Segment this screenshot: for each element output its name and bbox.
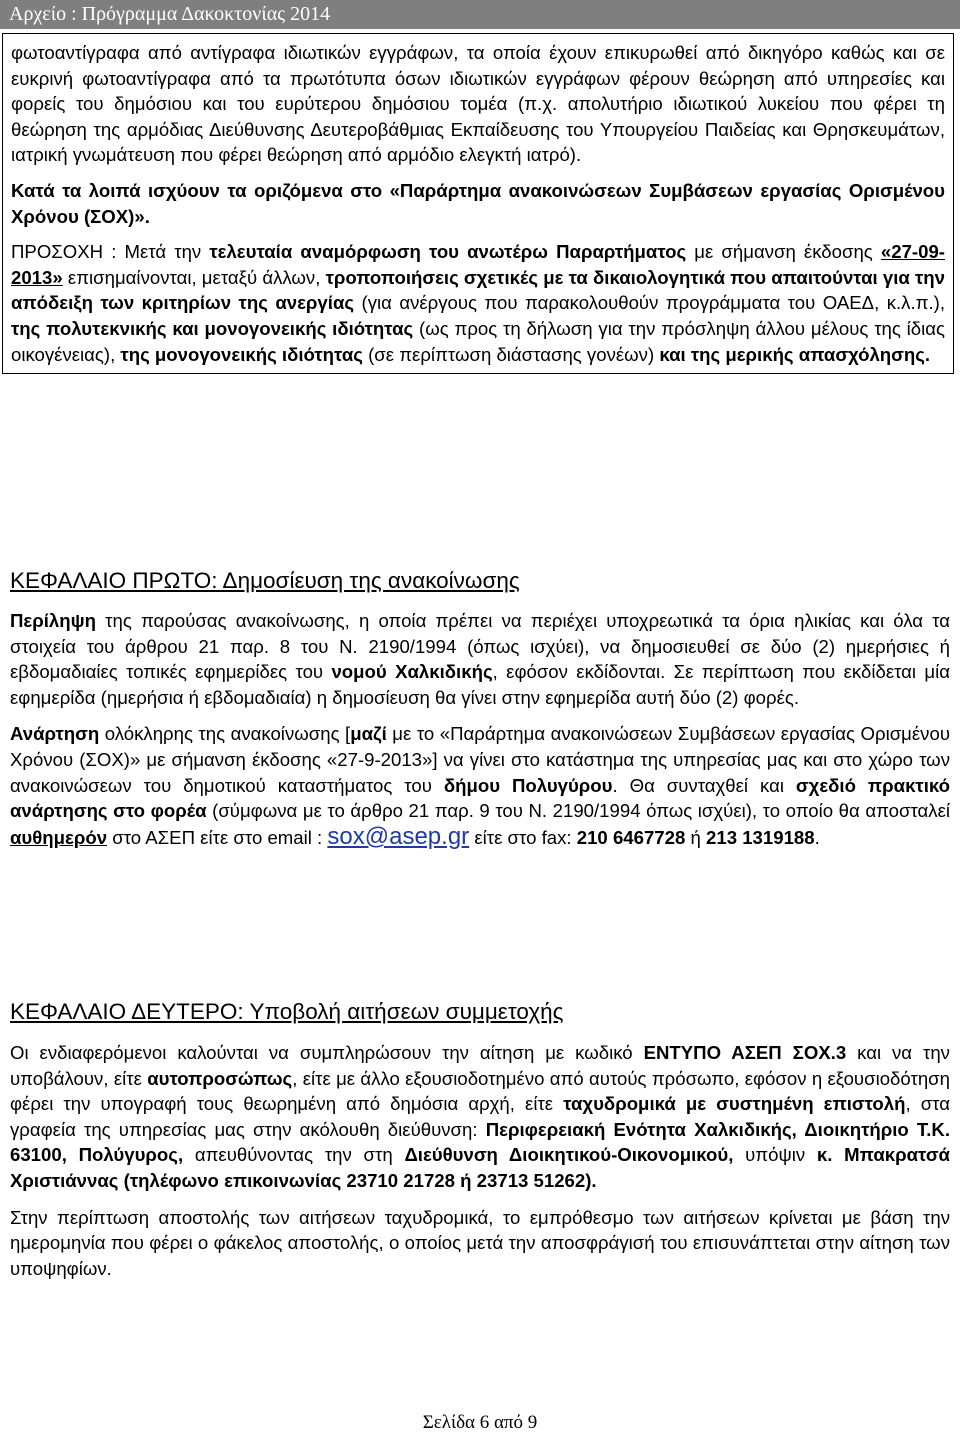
notice-box — [2, 33, 954, 374]
chapter-one — [10, 567, 950, 850]
document-header — [0, 0, 960, 29]
box-paragraph-2: Κατά τα λοιπά ισχύουν τα οριζόμενα στο «Παράρτημα ανακοινώσεων Συμβάσεων εργασίας Ορισμένου Χρόνου (ΣΟΧ)». — [11, 179, 945, 227]
box-paragraph-1: φωτοαντίγραφα από αντίγραφα ιδιωτικών εγγράφων, τα οποία έχουν επικυρωθεί από δικηγόρο καθώς και σε ευκρινή φωτοαντίγραφα από τα πρωτότυπα όσων ιδιωτικών εγγράφων φέρουν θεώρηση από υπηρεσίες και φορείς του δημόσιου και του ευρύτερου δημόσιου τομέα (π.χ. απολυτήριο ιδιωτικού λυκείου που φέρει τη θεώρηση της αρμόδιας Διεύθυνσης Δευτεροβάθμιας Εκπαίδευσης του Υπουργείου Παιδείας και Θρησκευμάτων, ιατρική γνωμάτευση που φέρει θεώρηση από αρμόδιο ελεγκτή ιατρό). — [11, 42, 945, 166]
chapter-one-title: ΚΕΦΑΛΑΙΟ ΠΡΩΤΟ: Δημοσίευση της ανακοίνωσης — [10, 568, 520, 593]
header-title: Αρχείο : Πρόγραμμα Δακοκτονίας 2014 — [9, 3, 331, 25]
page-number: Σελίδα 6 από 9 — [422, 1412, 538, 1433]
chapter-two-title: ΚΕΦΑΛΑΙΟ ΔΕΥΤΕΡΟ: Υποβολή αιτήσεων συμμετοχής — [10, 999, 564, 1024]
chapter-one-paragraph-2: Ανάρτηση ολόκληρης της ανακοίνωσης [μαζί με το «Παράρτημα ανακοινώσεων Συμβάσεων εργασίας Ορισμένου Χρόνου (ΣΟΧ)» με σήμανση έκδοσης «27-9-2013»] να γίνει στο κατάστημα της υπηρεσίας μας και στο χώρο των ανακοινώσεων του δημοτικού καταστήματος του δήμου Πολυγύρου. Θα συνταχθεί και σχεδιό πρακτικό ανάρτησης στο φορέα (σύμφωνα με το άρθρο 21 παρ. 9 του Ν. 2190/1994 όπως ισχύει), το οποίο θα αποσταλεί αυθημερόν στο ΑΣΕΠ είτε στο email : sox@asep.gr είτε στο fax: 210 6467728 ή 213 1319188. — [10, 723, 951, 850]
box-paragraph-3: ΠΡΟΣΟΧΗ : Μετά την τελευταία αναμόρφωση του ανωτέρω Παραρτήματος με σήμανση έκδοσης «27-09-2013» επισημαίνονται, μεταξύ άλλων, τροποποιήσεις σχετικές με τα δικαιολογητικά που απαιτούνται για την απόδειξη των κριτηρίων της ανεργίας (για ανέργους που παρακολουθούν προγράμματα του ΟΑΕΔ, κ.λ.π.), της πολυτεκνικής και μονογονεικής ιδιότητας (ως προς τη δήλωση για την πρόσληψη άλλου μέλους της ίδιας οικογένειας), της μονογονεικής ιδιότητας (σε περίπτωση διάστασης γονέων) και της μερικής απασχόλησης. — [11, 241, 945, 365]
chapter-two-paragraph-1: Οι ενδιαφερόμενοι καλούνται να συμπληρώσουν την αίτηση με κωδικό ΕΝΤΥΠΟ ΑΣΕΠ ΣΟΧ.3 και να την υποβάλουν, είτε αυτοπροσώπως, είτε με άλλο εξουσιοδοτημένο από αυτούς πρόσωπο, εφόσον η εξουσιοδότηση φέρει την υπογραφή τους θεωρημένη από δημόσια αρχή, είτε ταχυδρομικά με συστημένη επιστολή, στα γραφεία της υπηρεσίας μας στην ακόλουθη διεύθυνση: Περιφερειακή Ενότητα Χαλκιδικής, Διοικητήριο Τ.Κ. 63100, Πολύγυρος, απευθύνοντας την στη Διεύθυνση Διοικητικού-Οικονομικού, υπόψιν κ. Μπακρατσά Χριστιάννας (τηλέφωνο επικοινωνίας 23710 21728 ή 23713 51262). — [10, 1042, 951, 1191]
chapter-two-paragraph-2: Στην περίπτωση αποστολής των αιτήσεων ταχυδρομικά, το εμπρόθεσμο των αιτήσεων κρίνεται με βάση την ημερομηνία που φέρει ο φάκελος αποστολής, ο οποίος μετά την αποσφράγισή του επισυνάπτεται στην αίτηση των υποψηφίων. — [10, 1206, 950, 1279]
chapter-one-paragraph-1: Περίληψη της παρούσας ανακοίνωσης, η οποία πρέπει να περιέχει υποχρεωτικά τα όρια ηλικίας και όλα τα στοιχεία του άρθρου 21 παρ. 8 του Ν. 2190/1994 (όπως ισχύει), να δημοσιευθεί σε δύο (2) ημερήσιες ή εβδομαδιαίες τοπικές εφημερίδες του νομού Χαλκιδικής, εφόσον εκδίδονται. Σε περίπτωση που εκδίδεται μία εφημερίδα (ημερήσια ή εβδομαδιαία) η δημοσίευση θα γίνει στην εφημερίδα αυτή δύο (2) φορές. — [10, 610, 951, 708]
chapter-two — [10, 998, 950, 1281]
email-link[interactable]: sox@asep.gr — [327, 822, 470, 850]
